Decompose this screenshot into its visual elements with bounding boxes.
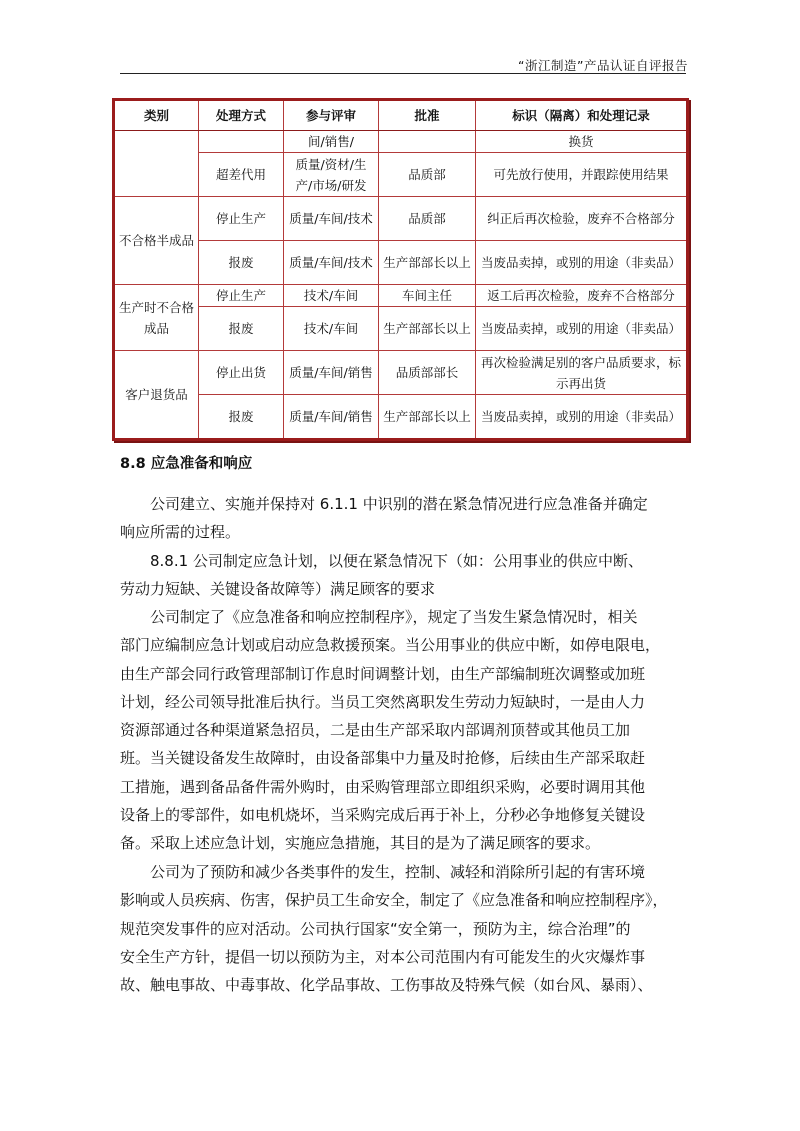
method-cell: 报废 bbox=[199, 241, 284, 285]
text-line: 公司为了预防和减少各类事件的发生，控制、减轻和消除所引起的有害环境 bbox=[120, 863, 646, 881]
approve-cell: 品质部 bbox=[379, 153, 476, 197]
text-line: 公司建立、实施并保持对 6.1.1 中识别的潜在紧急情况进行应急准备并确定 bbox=[120, 495, 648, 513]
text-line: 安全生产方针，提倡一切以预防为主，对本公司范围内有可能发生的火灾爆炸事 bbox=[120, 947, 646, 966]
text-line: 8.8.1 公司制定应急计划，以便在紧急情况下（如：公用事业的供应中断、 bbox=[120, 552, 643, 570]
column-header: 处理方式 bbox=[199, 100, 284, 131]
text-line: 备。采取上述应急计划，实施应急措施，其目的是为了满足顾客的要求。 bbox=[120, 834, 601, 853]
text-line: 规范突发事件的应对活动。公司执行国家“安全第一，预防为主，综合治理”的 bbox=[120, 919, 631, 938]
text-line: 资源部通过各种渠道紧急招员，二是由生产部采取内部调剂顶替或其他员工加 bbox=[120, 721, 631, 740]
record-cell: 换货 bbox=[476, 131, 688, 153]
text-line: 计划，经公司领导批准后执行。当员工突然离职发生劳动力短缺时，一是由人力 bbox=[120, 692, 646, 711]
method-cell: 停止出货 bbox=[199, 351, 284, 395]
column-header: 参与评审 bbox=[284, 100, 379, 131]
table-row bbox=[114, 197, 688, 241]
method-cell: 报废 bbox=[199, 307, 284, 351]
paragraph-8-8-1 bbox=[120, 547, 686, 604]
table-header-row bbox=[114, 100, 688, 131]
text-line: 影响或人员疾病、伤害，保护员工生命安全，制定了《应急准备和响应控制程序》， bbox=[120, 891, 668, 910]
approve-cell: 车间主任 bbox=[379, 285, 476, 307]
table-row bbox=[114, 153, 688, 197]
nonconforming-handling-table bbox=[112, 98, 689, 441]
record-cell: 纠正后再次检验，废弃不合格部分 bbox=[476, 197, 688, 241]
section-heading: 8.8 应急准备和响应 bbox=[120, 456, 253, 472]
text-line: 部门应编制应急计划或启动应急救援预案。当公用事业的供应中断，如停电限电， bbox=[120, 636, 661, 655]
approve-cell bbox=[379, 131, 476, 153]
review-cell: 质量/车间/销售 bbox=[284, 351, 379, 395]
review-cell: 质量/车间/技术 bbox=[284, 241, 379, 285]
method-cell bbox=[199, 131, 284, 153]
record-cell: 返工后再次检验，废弃不合格部分 bbox=[476, 285, 688, 307]
method-cell: 停止生产 bbox=[199, 285, 284, 307]
table-row bbox=[114, 351, 688, 395]
report-header-title: “浙江制造”产品认证自评报告 bbox=[518, 58, 688, 73]
paragraph-intro bbox=[120, 490, 686, 547]
approve-cell: 生产部部长以上 bbox=[379, 307, 476, 351]
category-cell bbox=[114, 131, 199, 197]
text-line: 响应所需的过程。 bbox=[120, 523, 241, 542]
column-header: 标识（隔离）和处理记录 bbox=[476, 100, 688, 131]
paragraph-emergency-plan bbox=[120, 603, 686, 858]
approve-cell: 品质部 bbox=[379, 197, 476, 241]
text-line: 故、触电事故、中毒事故、化学品事故、工伤事故及特殊气候（如台风、暴雨）、 bbox=[120, 976, 653, 995]
approve-cell: 生产部部长以上 bbox=[379, 395, 476, 440]
review-cell: 技术/车间 bbox=[284, 307, 379, 351]
method-cell: 超差代用 bbox=[199, 153, 284, 197]
table-row bbox=[114, 395, 688, 440]
table-row bbox=[114, 285, 688, 307]
review-cell: 质量/车间/技术 bbox=[284, 197, 379, 241]
text-line: 公司制定了《应急准备和响应控制程序》，规定了当发生紧急情况时，相关 bbox=[120, 608, 638, 626]
table-row bbox=[114, 307, 688, 351]
header-divider bbox=[120, 73, 686, 74]
review-cell: 质量/车间/销售 bbox=[284, 395, 379, 440]
category-cell: 生产时不合格成品 bbox=[114, 285, 199, 351]
review-cell: 技术/车间 bbox=[284, 285, 379, 307]
approve-cell: 品质部部长 bbox=[379, 351, 476, 395]
approve-cell: 生产部部长以上 bbox=[379, 241, 476, 285]
record-cell: 再次检验满足别的客户品质要求，标示再出货 bbox=[476, 351, 688, 395]
column-header: 批准 bbox=[379, 100, 476, 131]
category-cell: 客户退货品 bbox=[114, 351, 199, 440]
record-cell: 可先放行使用，并跟踪使用结果 bbox=[476, 153, 688, 197]
table-row bbox=[114, 131, 688, 153]
record-cell: 当废品卖掉，或别的用途（非卖品） bbox=[476, 395, 688, 440]
review-cell: 质量/资材/生产/市场/研发 bbox=[284, 153, 379, 197]
category-cell: 不合格半成品 bbox=[114, 197, 199, 285]
table-row bbox=[114, 241, 688, 285]
paragraph-prevention bbox=[120, 858, 686, 999]
review-cell: 间/销售/ bbox=[284, 131, 379, 153]
text-line: 劳动力短缺、关键设备故障等）满足顾客的要求 bbox=[120, 580, 436, 599]
text-line: 班。当关键设备发生故障时，由设备部集中力量及时抢修，后续由生产部采取赶 bbox=[120, 749, 646, 768]
record-cell: 当废品卖掉，或别的用途（非卖品） bbox=[476, 307, 688, 351]
record-cell: 当废品卖掉，或别的用途（非卖品） bbox=[476, 241, 688, 285]
text-line: 由生产部会同行政管理部制订作息时间调整计划，由生产部编制班次调整或加班 bbox=[120, 664, 646, 683]
method-cell: 报废 bbox=[199, 395, 284, 440]
column-header: 类别 bbox=[114, 100, 199, 131]
text-line: 设备上的零部件，如电机烧坏，当采购完成后再于补上，分秒必争地修复关键设 bbox=[120, 806, 646, 825]
method-cell: 停止生产 bbox=[199, 197, 284, 241]
text-line: 工措施，遇到备品备件需外购时，由采购管理部立即组织采购，必要时调用其他 bbox=[120, 777, 646, 796]
